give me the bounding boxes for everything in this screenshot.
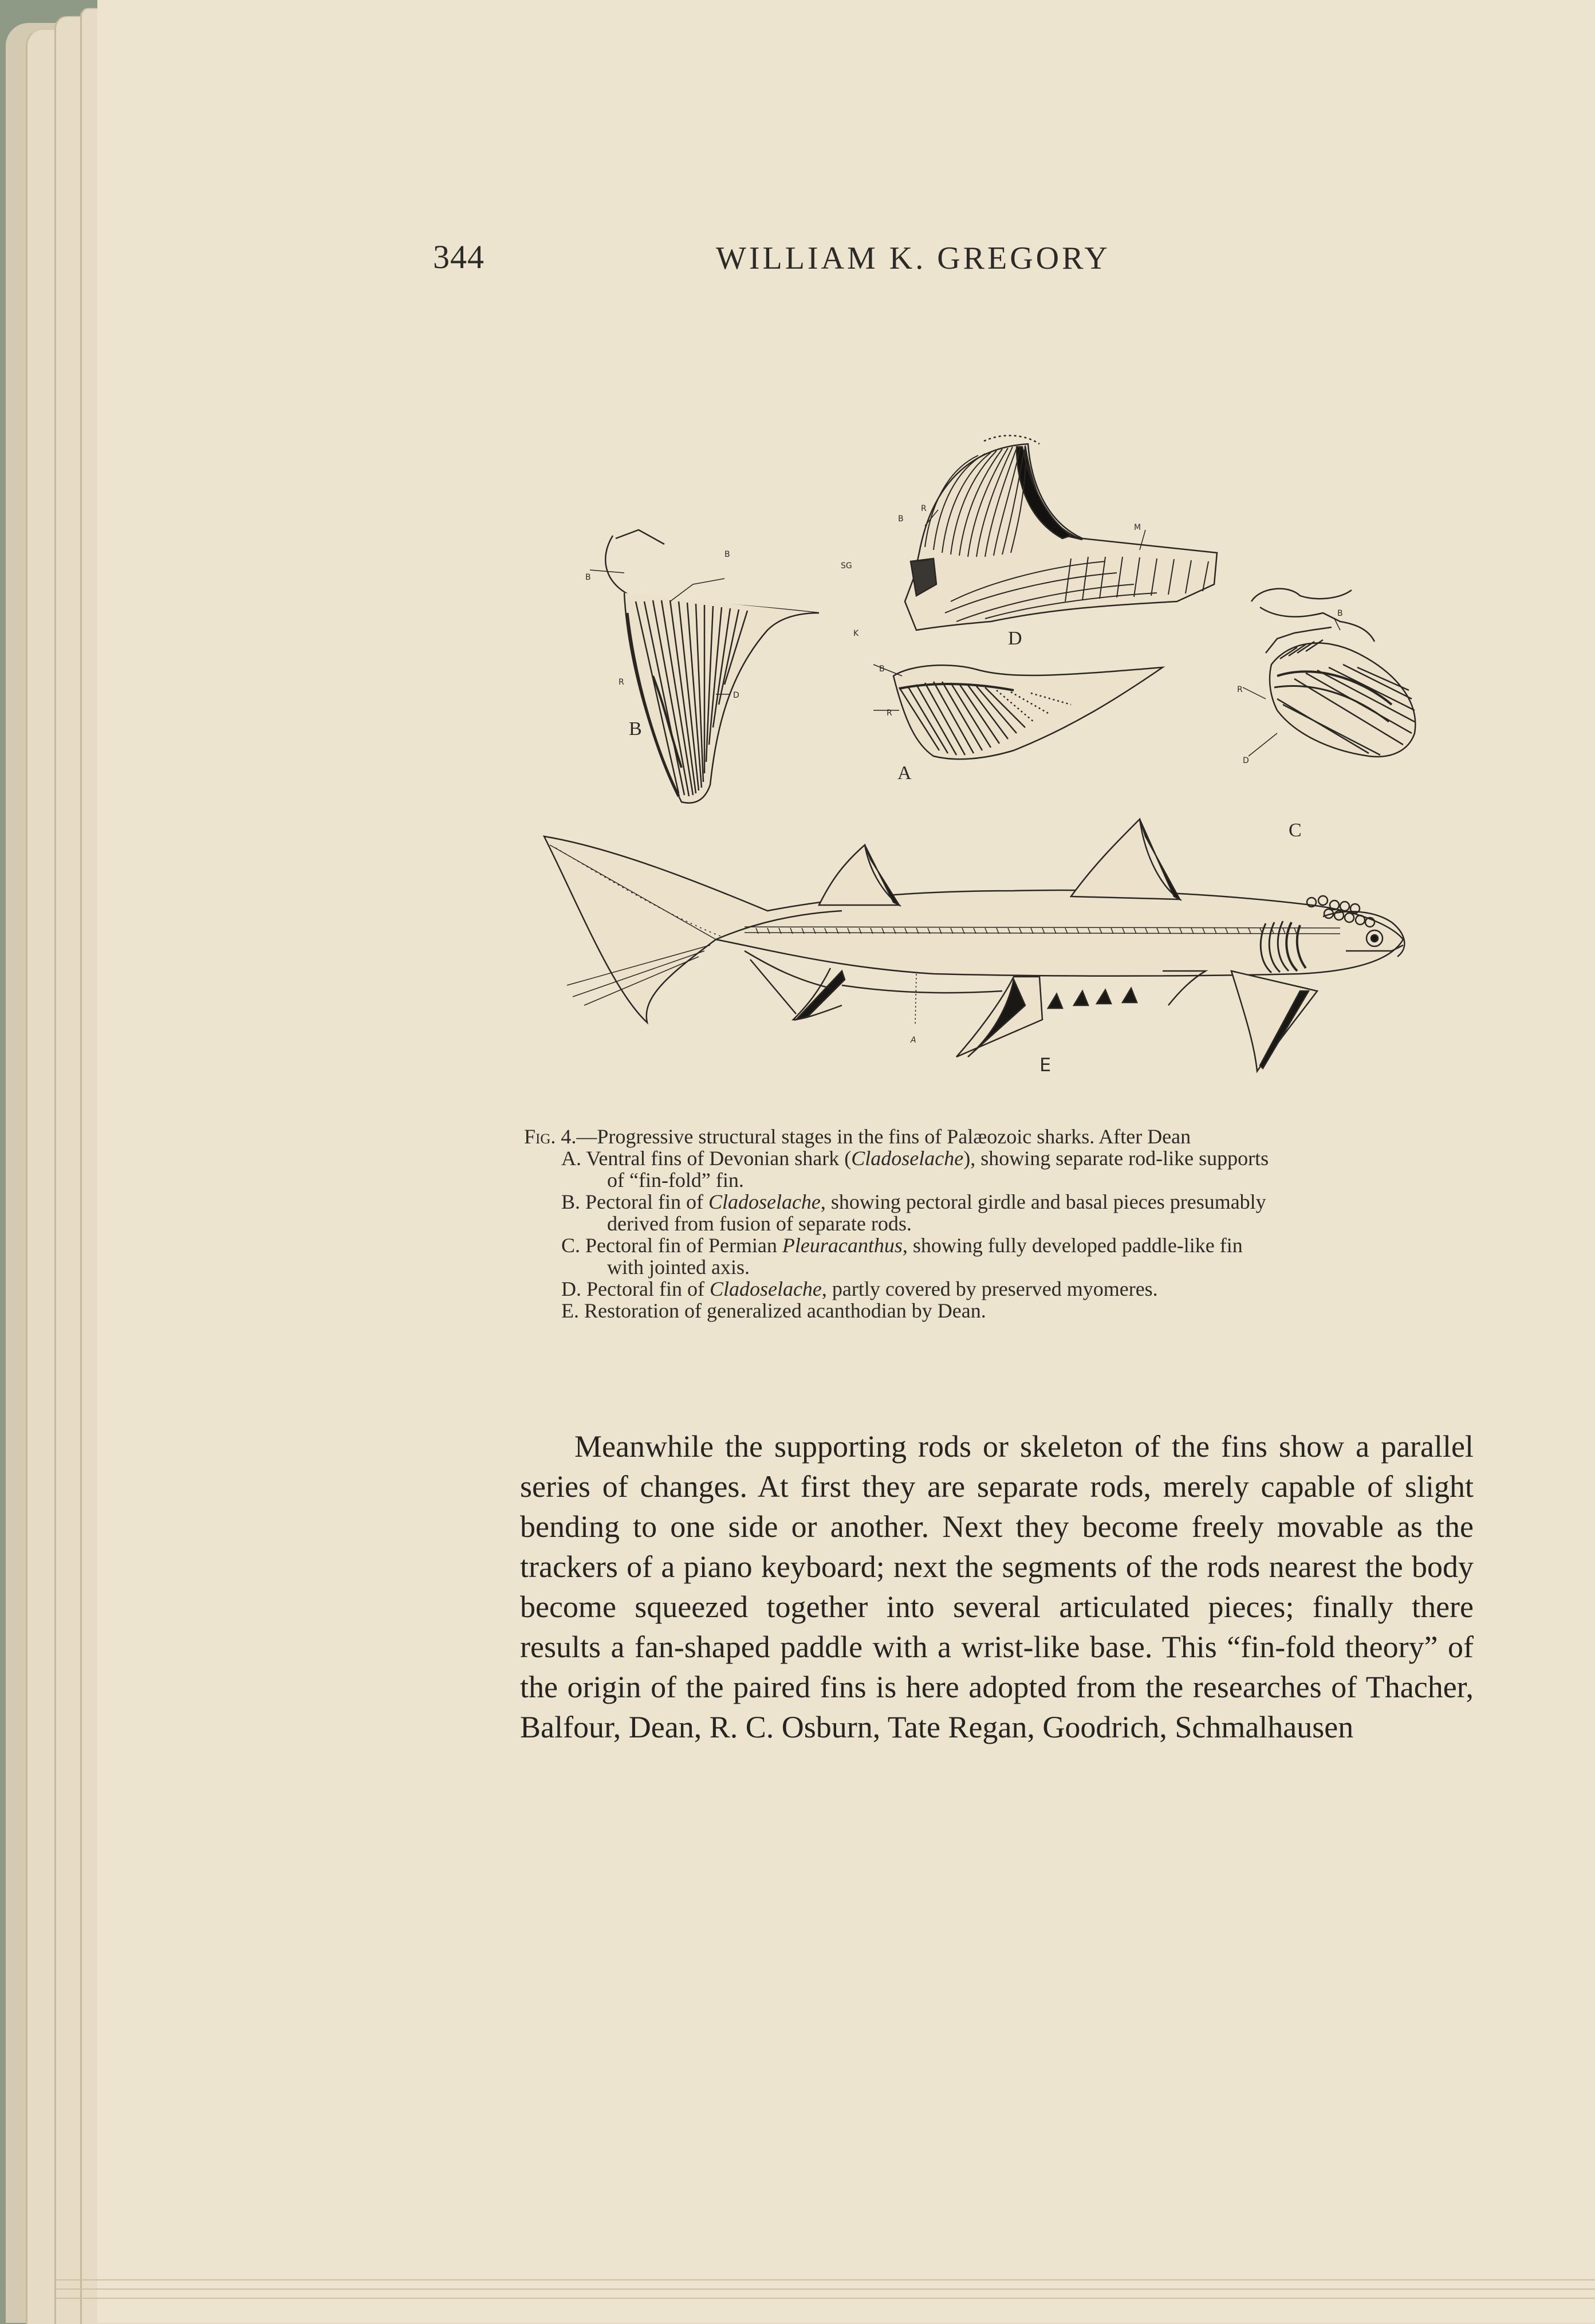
caption-item-key: A.	[561, 1147, 581, 1170]
running-title: WILLIAM K. GREGORY	[716, 241, 1110, 276]
label-e-a: A	[911, 1036, 916, 1045]
caption-item-after: , showing fully developed paddle-like fin	[902, 1234, 1243, 1257]
caption-item-italic: Cladoselache	[708, 1190, 821, 1213]
caption-item-e	[561, 1300, 1486, 1322]
body-paragraph: Meanwhile the supporting rods or skeleton of the fins show a parallel series of changes. At first they are separate rods, merely capable of slight bending to one side or another. Next they become freely movable as the trackers of a piano keyboard; next the segments of the rods nearest the body become squeezed together into several articulated pieces; finally there results a fan-shaped paddle with a wrist-like base. This “fin-fold theory” of the origin of the paired fins is here adopted from the researches of Thacher, Balfour, Dean, R. C. Osburn, Tate Regan, Goodrich, Schmalhausen	[520, 1429, 1474, 1744]
drawing-e-shark	[544, 819, 1404, 1071]
book-page	[97, 0, 1595, 2323]
figure-caption	[524, 1126, 1486, 1322]
caption-item-after: , partly covered by preserved myomeres.	[821, 1277, 1158, 1300]
label-c-r: R	[1237, 685, 1243, 694]
caption-item-a	[561, 1147, 1486, 1191]
caption-item-key: B.	[561, 1190, 581, 1213]
letter-b: B	[629, 718, 642, 740]
page-bottom-edges	[54, 2271, 1595, 2323]
running-head	[97, 238, 1595, 284]
label-d-sg: SG	[841, 561, 852, 571]
drawing-d-fin	[905, 435, 1217, 630]
caption-item-text: Pectoral fin of Permian	[585, 1234, 782, 1257]
drawing-b-fin	[590, 530, 819, 803]
caption-item-key: D.	[561, 1277, 581, 1300]
caption-item-d	[561, 1278, 1486, 1300]
caption-item-text: Pectoral fin of	[586, 1277, 710, 1300]
letter-a: A	[897, 762, 912, 784]
label-d-k: K	[853, 629, 859, 638]
letter-e: E	[1039, 1054, 1051, 1076]
caption-item-b	[561, 1191, 1486, 1234]
page-number: 344	[433, 238, 485, 276]
caption-item-text: Pectoral fin of	[585, 1190, 708, 1213]
label-c-d: D	[1243, 756, 1249, 765]
label-d-r: R	[921, 504, 927, 513]
drawing-c-fin	[1243, 589, 1415, 757]
caption-item-text: Restoration of generalized acanthodian by Dean.	[584, 1299, 986, 1322]
body-text	[520, 1426, 1474, 1747]
label-b-r: R	[619, 678, 624, 687]
caption-item-text: Ventral fins of Devonian shark (	[586, 1147, 852, 1170]
caption-item-key: E.	[561, 1299, 579, 1322]
label-a-r: R	[887, 709, 892, 718]
caption-item-italic: Cladoselache	[851, 1147, 964, 1170]
label-b-d: D	[733, 691, 739, 700]
caption-lead-text: —Progressive structural stages in the fins of Palæozoic sharks. After Dean	[576, 1125, 1191, 1148]
letter-d: D	[1008, 628, 1022, 649]
letter-c: C	[1289, 820, 1302, 841]
figure-4-illustration	[498, 332, 1558, 1123]
caption-item-italic: Cladoselache	[709, 1277, 822, 1300]
caption-item-continuation: with jointed axis.	[607, 1256, 750, 1279]
label-c-b: B	[1337, 609, 1343, 618]
caption-item-italic: Pleuracanthus	[782, 1234, 903, 1257]
caption-item-c	[561, 1234, 1486, 1278]
fin-drawings	[498, 332, 1558, 1123]
caption-item-after: ), showing separate rod-like supports	[963, 1147, 1269, 1170]
label-d-m: M	[1134, 523, 1141, 532]
label-b-b1: B	[724, 550, 730, 559]
caption-item-after: , showing pectoral girdle and basal pieces presumably	[820, 1190, 1266, 1213]
caption-item-continuation: of “fin-fold” fin.	[607, 1169, 744, 1192]
label-a-b: B	[879, 664, 885, 674]
drawing-a-fin	[873, 664, 1163, 759]
label-d-b: B	[898, 514, 904, 524]
caption-lead	[524, 1126, 1486, 1147]
caption-item-continuation: derived from fusion of separate rods.	[607, 1212, 912, 1235]
caption-item-key: C.	[561, 1234, 581, 1257]
label-b-b2: B	[585, 573, 591, 582]
caption-figure-number: Fig. 4.	[524, 1125, 577, 1148]
